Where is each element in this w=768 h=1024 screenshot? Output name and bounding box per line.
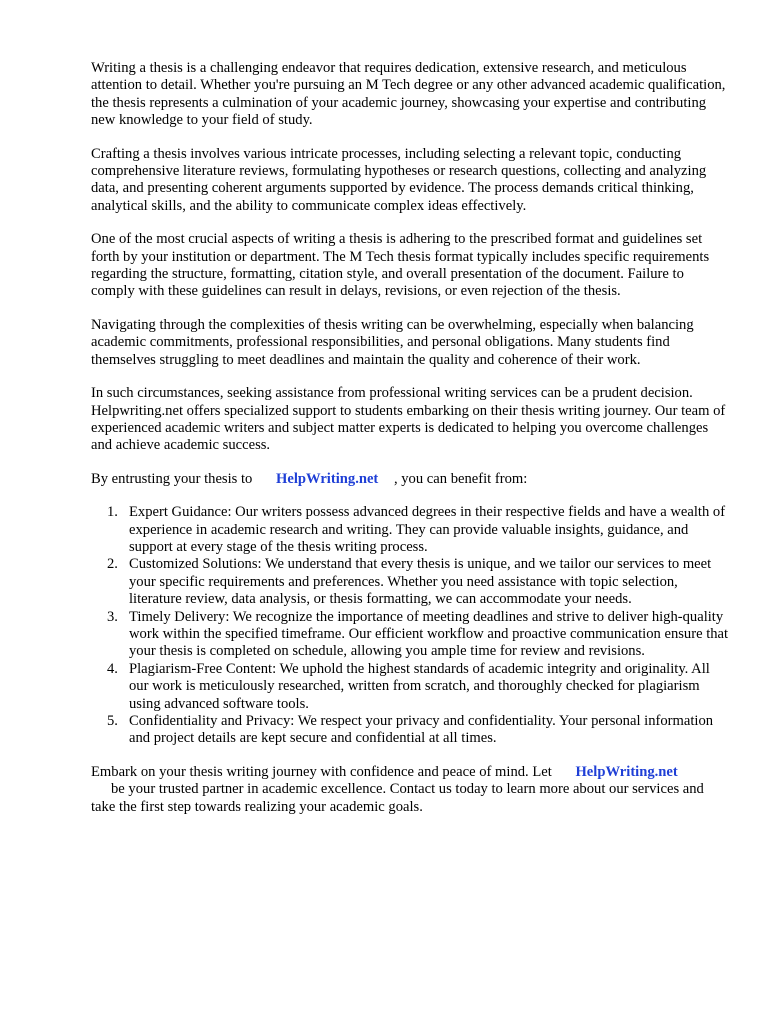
list-item-text: Confidentiality and Privacy: We respect your privacy and confidentiality. Your personal information and project details are kept secure and confidential at all times. (129, 713, 714, 747)
lead-in-text: By entrusting your thesis to (91, 470, 253, 487)
assistance-paragraph: In such circumstances, seeking assistance from professional writing services can be a prudent decision. Helpwriting.net offers specialized support to students embarking on their thesis writing journey. Our team of experienced academic writers and subject matter experts is dedicated to helping you overcome challenges and achieve academic success. (91, 385, 726, 454)
format-paragraph: One of the most crucial aspects of writing a thesis is adhering to the prescribed format and guidelines set forth by your institution or department. The M Tech thesis format typically includes specific requirements regarding the structure, formatting, citation style, and overall presentation of the document. Failure to comply with these guidelines can result in delays, revisions, or even rejection of the thesis. (91, 231, 710, 300)
challenges-paragraph: Navigating through the complexities of thesis writing can be overwhelming, especially when balancing academic commitments, professional responsibilities, and personal obligations. Many students find themselves struggling to meet deadlines and maintain the quality and coherence of their work. (91, 316, 694, 368)
list-item (91, 713, 731, 748)
list-item-number: 1. (107, 504, 118, 521)
benefits-list (91, 504, 731, 748)
list-item-text: Customized Solutions: We understand that every thesis is unique, and we tailor our services to meet your specific requirements and preferences. Whether you need assistance with topic selection, literature review, data analysis, or thesis formatting, we can accommodate your needs. (129, 556, 712, 608)
list-item-text: Timely Delivery: We recognize the importance of meeting deadlines and strive to deliver high-quality work within the specified timeframe. Our efficient workflow and proactive communication ensure that your thesis is completed on schedule, allowing you ample time for review and revisions. (129, 608, 729, 660)
process-paragraph: Crafting a thesis involves various intricate processes, including selecting a relevant topic, conducting comprehensive literature reviews, formulating hypotheses or research questions, collecting and analyzing data, and presenting coherent arguments supported by evidence. The process demands critical thinking, analytical skills, and the ability to communicate complex ideas effectively. (91, 145, 707, 214)
list-item-number: 2. (107, 556, 118, 573)
helpwriting-closing-link[interactable]: HelpWriting.net (575, 763, 678, 780)
list-item-number: 3. (107, 608, 118, 625)
closing-text: Embark on your thesis writing journey with confidence and peace of mind. Let (91, 763, 552, 780)
list-item-number: 5. (107, 713, 118, 729)
intro-paragraph: Writing a thesis is a challenging endeavor that requires dedication, extensive research, and meticulous attention to detail. Whether you're pursuing an M Tech degree or any other advanced academic qualification, the thesis represents a culmination of your academic journey, showcasing your expertise and contributing new knowledge to your field of study. (91, 60, 726, 129)
list-item-text: Plagiarism-Free Content: We uphold the highest standards of academic integrity and originality. All our work is meticulously researched, written from scratch, and thoroughly checked for plagiarism using advanced software tools. (129, 660, 710, 712)
document-page (91, 60, 731, 832)
lead-in-paragraph (91, 471, 731, 488)
lead-in-text-after: , you can benefit from: (393, 470, 528, 487)
helpwriting-link[interactable]: HelpWriting.net (276, 470, 379, 487)
closing-paragraph (91, 764, 731, 816)
list-item (91, 556, 731, 608)
list-item (91, 661, 731, 713)
list-item-number: 4. (107, 660, 118, 677)
list-item (91, 504, 731, 556)
list-item (91, 609, 731, 661)
list-item-text: Expert Guidance: Our writers possess advanced degrees in their respective fields and have a wealth of experience in academic research and writing. They can provide valuable insights, guidance, and support at every stage of the thesis writing process. (129, 504, 726, 555)
closing-text-after: be your trusted partner in academic excellence. Contact us today to learn more about our services and take the first step towards realizing your academic goals. (91, 781, 704, 815)
